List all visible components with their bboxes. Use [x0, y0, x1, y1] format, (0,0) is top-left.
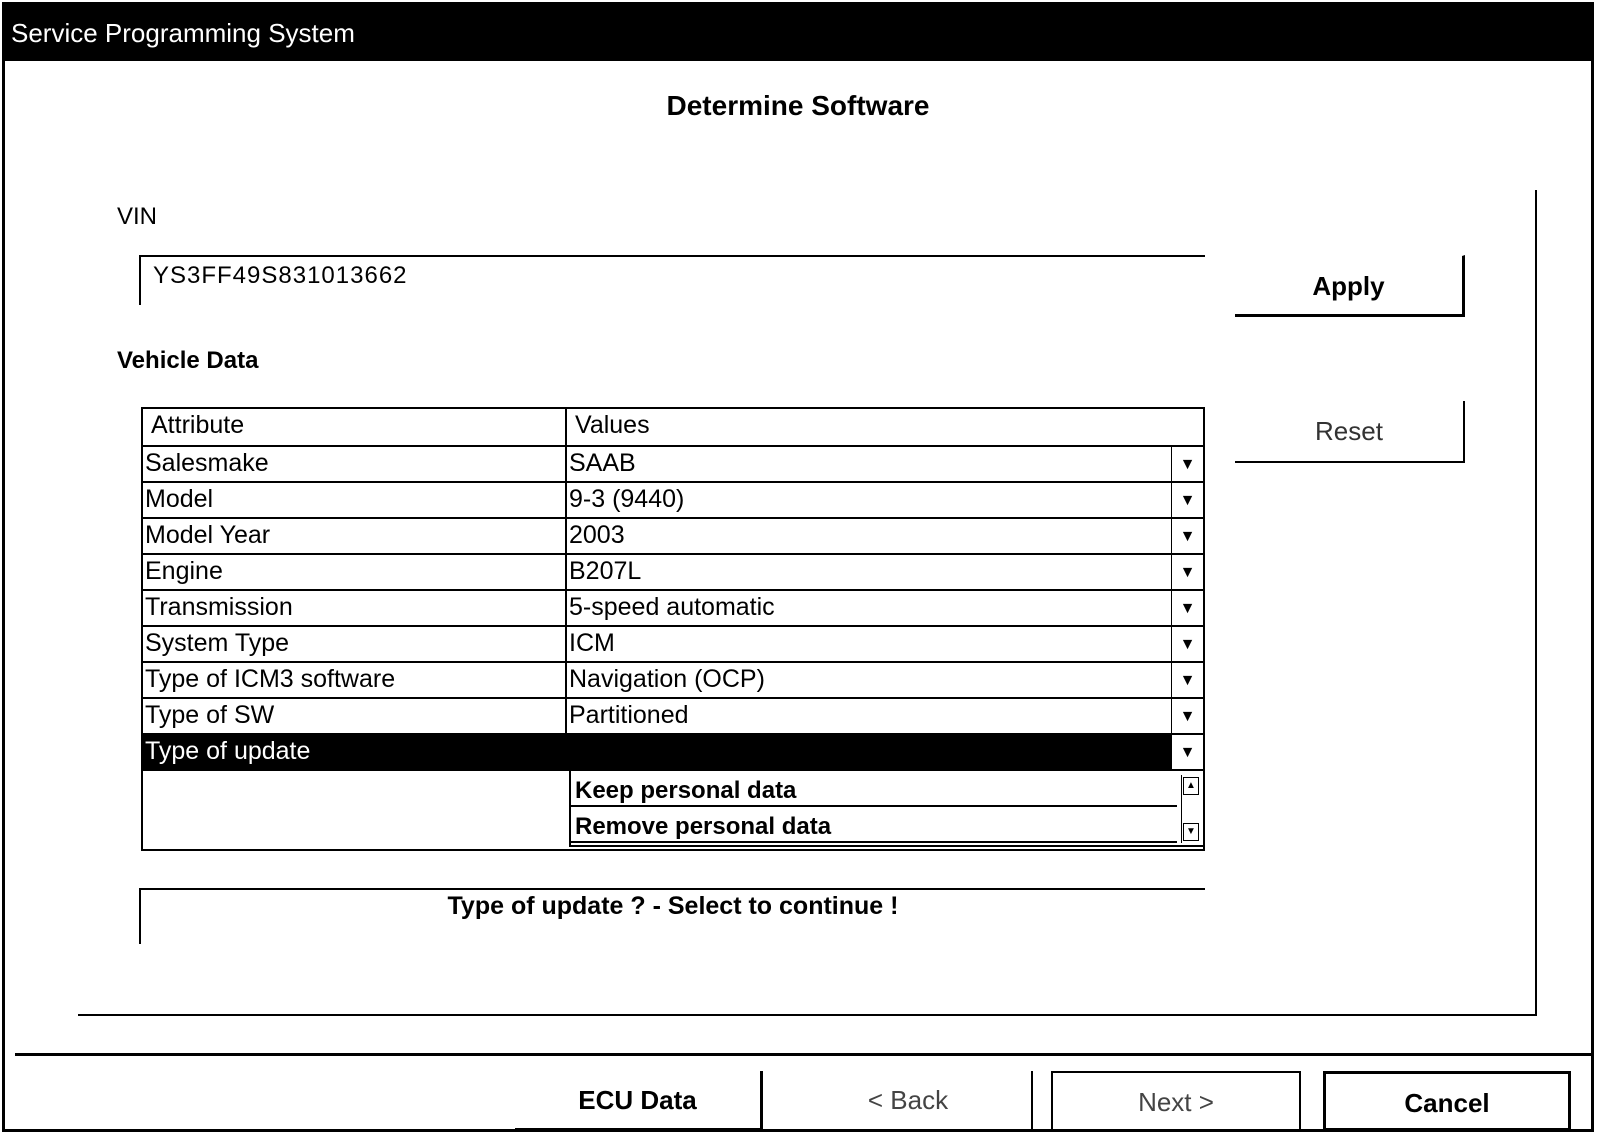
table-row[interactable]	[143, 699, 1203, 735]
chevron-down-icon[interactable]: ▼	[1171, 555, 1203, 589]
chevron-down-icon[interactable]: ▼	[1171, 447, 1203, 481]
update-type-dropdown-list[interactable]	[569, 771, 1203, 847]
chevron-down-icon[interactable]: ▼	[1171, 483, 1203, 517]
attribute-cell: Model	[143, 483, 567, 517]
cancel-button[interactable]: Cancel	[1323, 1071, 1571, 1131]
panel-border-right	[1535, 190, 1537, 1016]
value-select[interactable]	[567, 663, 1203, 697]
value-text: ICM	[569, 629, 615, 657]
apply-button[interactable]: Apply	[1235, 255, 1465, 317]
value-select[interactable]	[567, 591, 1203, 625]
value-select[interactable]	[567, 483, 1203, 517]
value-select[interactable]	[567, 555, 1203, 589]
value-text: B207L	[569, 557, 642, 585]
panel-border-bottom	[78, 1014, 1537, 1016]
attribute-cell: System Type	[143, 627, 567, 661]
value-text: Navigation (OCP)	[569, 665, 765, 693]
column-header-attribute: Attribute	[143, 409, 567, 445]
dropdown-option-remove-personal-data[interactable]: Remove personal data	[571, 807, 1177, 843]
table-header	[143, 409, 1203, 447]
title-bar: Service Programming System	[5, 5, 1591, 61]
value-text: 2003	[569, 521, 625, 549]
table-row[interactable]	[143, 483, 1203, 519]
vin-input[interactable]: YS3FF49S831013662	[139, 255, 1205, 305]
attribute-cell: Engine	[143, 555, 567, 589]
chevron-down-icon[interactable]: ▼	[1171, 663, 1203, 697]
back-button[interactable]: < Back	[785, 1071, 1033, 1131]
vin-label: VIN	[117, 203, 158, 230]
value-text: 5-speed automatic	[569, 593, 775, 621]
status-message: Type of update ? - Select to continue !	[139, 888, 1205, 944]
table-row[interactable]	[143, 627, 1203, 663]
chevron-down-icon[interactable]: ▼	[1171, 699, 1203, 733]
reset-button[interactable]: Reset	[1235, 401, 1465, 463]
page-title: Determine Software	[666, 90, 930, 121]
value-select[interactable]	[567, 519, 1203, 553]
dropdown-option-keep-personal-data[interactable]: Keep personal data	[571, 771, 1177, 807]
scroll-up-icon[interactable]: ▲	[1183, 777, 1199, 795]
attribute-cell: Salesmake	[143, 447, 567, 481]
main-window	[2, 2, 1594, 1132]
value-text: SAAB	[569, 449, 636, 477]
table-row[interactable]	[143, 519, 1203, 555]
ecu-data-button[interactable]: ECU Data	[515, 1071, 763, 1131]
dropdown-scrollbar[interactable]	[1181, 775, 1201, 843]
vehicle-data-table	[141, 407, 1205, 851]
chevron-down-icon[interactable]: ▼	[1171, 735, 1203, 769]
value-select[interactable]	[567, 447, 1203, 481]
value-text: 9-3 (9440)	[569, 485, 685, 513]
vehicle-data-label: Vehicle Data	[117, 347, 259, 374]
value-text: Partitioned	[569, 701, 689, 729]
value-select[interactable]	[567, 627, 1203, 661]
chevron-down-icon[interactable]: ▼	[1171, 591, 1203, 625]
attribute-cell: Transmission	[143, 591, 567, 625]
table-row[interactable]	[143, 555, 1203, 591]
table-row[interactable]	[143, 663, 1203, 699]
table-row[interactable]	[143, 447, 1203, 483]
scroll-down-icon[interactable]: ▼	[1183, 823, 1199, 841]
attribute-cell: Model Year	[143, 519, 567, 553]
attribute-cell: Type of SW	[143, 699, 567, 733]
chevron-down-icon[interactable]: ▼	[1171, 627, 1203, 661]
table-row[interactable]	[143, 591, 1203, 627]
value-select[interactable]	[567, 735, 1203, 769]
attribute-cell: Type of update	[145, 737, 311, 765]
table-row-selected[interactable]	[143, 735, 1203, 771]
footer-divider	[15, 1053, 1593, 1056]
column-header-values: Values	[575, 411, 650, 439]
attribute-cell: Type of ICM3 software	[143, 663, 567, 697]
table-filler	[143, 771, 1203, 849]
next-button[interactable]: Next >	[1051, 1071, 1301, 1131]
chevron-down-icon[interactable]: ▼	[1171, 519, 1203, 553]
value-select[interactable]	[567, 699, 1203, 733]
